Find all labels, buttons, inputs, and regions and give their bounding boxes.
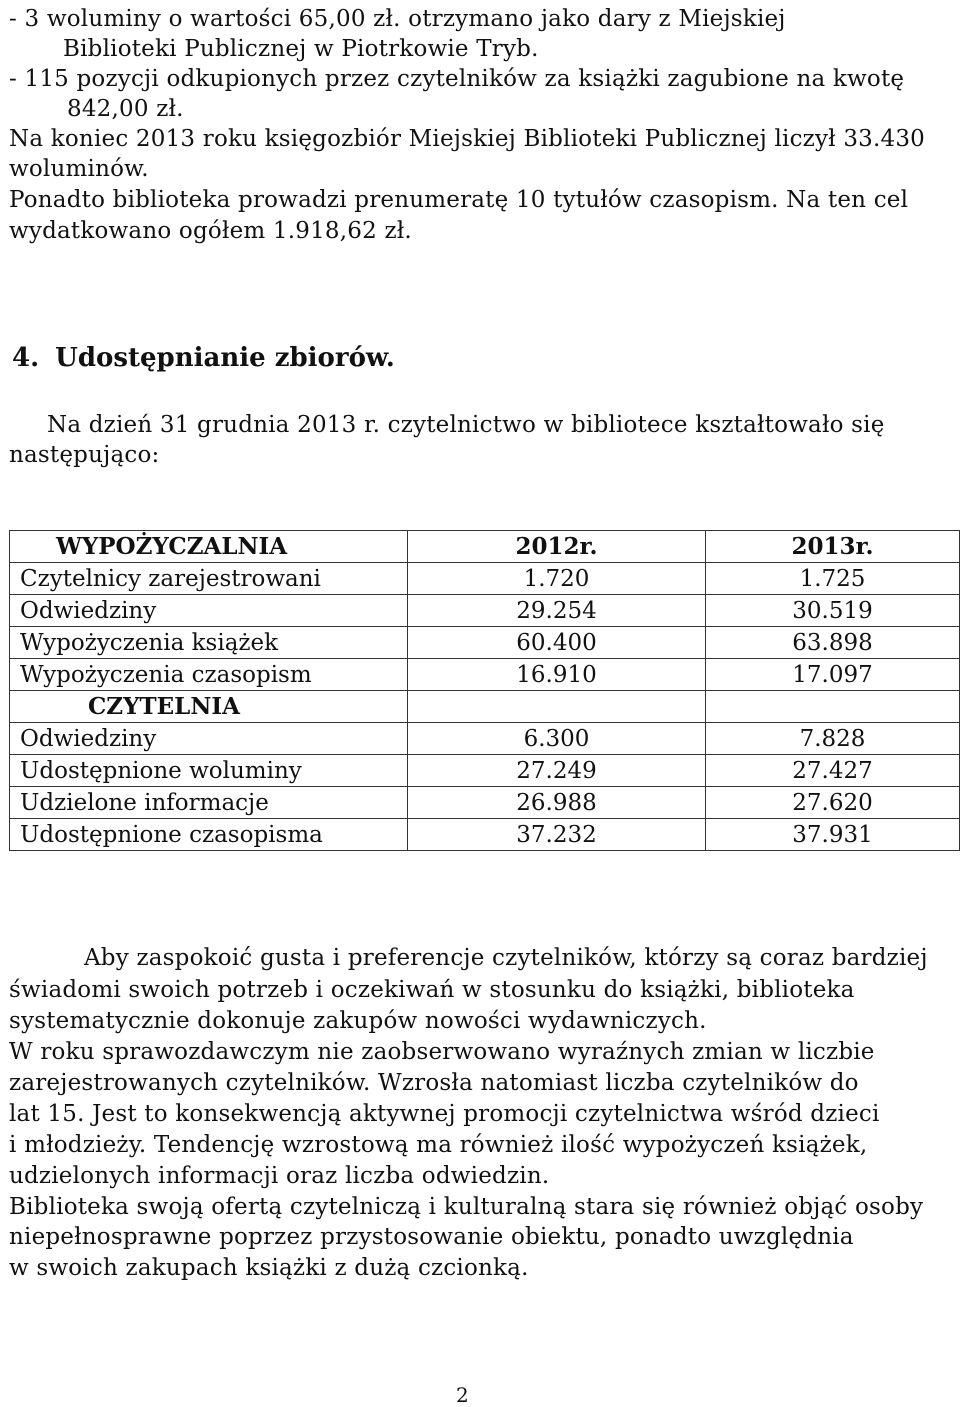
table-row — [10, 659, 960, 691]
empty-cell — [706, 691, 960, 723]
header-2013: 2013r. — [706, 531, 960, 563]
table-row — [10, 819, 960, 851]
closing-line: W roku sprawozdawczym nie zaobserwowano wyraźnych zmian w liczbie — [9, 1039, 875, 1065]
intro-line: Biblioteki Publicznej w Piotrkowie Tryb. — [63, 36, 539, 62]
value-2013: 7.828 — [706, 723, 960, 755]
row-label: Odwiedziny — [10, 595, 408, 627]
value-2012: 37.232 — [408, 819, 706, 851]
page-number: 2 — [456, 1383, 469, 1407]
section-title: Udostępnianie zbiorów. — [55, 343, 395, 373]
intro-line: - 115 pozycji odkupionych przez czytelników za książki zagubione na kwotę — [9, 66, 905, 92]
value-2013: 17.097 — [706, 659, 960, 691]
table-subheader-row — [10, 691, 960, 723]
header-lending: WYPOŻYCZALNIA — [10, 531, 408, 563]
value-2013: 63.898 — [706, 627, 960, 659]
section-number: 4. — [12, 343, 40, 373]
closing-line: w swoich zakupach książki z dużą czcionką. — [9, 1255, 529, 1281]
value-2012: 1.720 — [408, 563, 706, 595]
intro-line: Na koniec 2013 roku księgozbiór Miejskiej Biblioteki Publicznej liczył 33.430 — [9, 126, 926, 152]
row-label: Czytelnicy zarejestrowani — [10, 563, 408, 595]
row-label: Udostępnione woluminy — [10, 755, 408, 787]
header-2012: 2012r. — [408, 531, 706, 563]
closing-line: i młodzieży. Tendencję wzrostową ma również ilość wypożyczeń książek, — [9, 1132, 868, 1158]
row-label: Wypożyczenia książek — [10, 627, 408, 659]
closing-line: systematycznie dokonuje zakupów nowości wydawniczych. — [9, 1008, 707, 1034]
row-label: Odwiedziny — [10, 723, 408, 755]
closing-line: lat 15. Jest to konsekwencją aktywnej promocji czytelnictwa wśród dzieci — [9, 1101, 880, 1127]
readership-table — [9, 530, 960, 851]
table-row — [10, 787, 960, 819]
value-2012: 16.910 — [408, 659, 706, 691]
intro-line: 842,00 zł. — [67, 96, 184, 122]
closing-line: Biblioteka swoją ofertą czytelniczą i kulturalną stara się również objąć osoby — [9, 1194, 924, 1220]
table-row — [10, 723, 960, 755]
section-intro-line: następująco: — [9, 442, 160, 468]
value-2012: 60.400 — [408, 627, 706, 659]
section-heading — [12, 342, 395, 374]
row-label: Udzielone informacje — [10, 787, 408, 819]
closing-line: Aby zaspokoić gusta i preferencje czytelników, którzy są coraz bardziej — [84, 945, 928, 971]
table-row — [10, 595, 960, 627]
value-2012: 26.988 — [408, 787, 706, 819]
value-2013: 27.427 — [706, 755, 960, 787]
table-row — [10, 755, 960, 787]
value-2012: 27.249 — [408, 755, 706, 787]
table-row — [10, 627, 960, 659]
table-header-row — [10, 531, 960, 563]
table-row — [10, 563, 960, 595]
intro-line: Ponadto biblioteka prowadzi prenumeratę 10 tytułów czasopism. Na ten cel — [9, 187, 909, 213]
closing-line: zarejestrowanych czytelników. Wzrosła natomiast liczba czytelników do — [9, 1070, 859, 1096]
closing-line: niepełnosprawne poprzez przystosowanie obiektu, ponadto uwzględnia — [9, 1224, 854, 1250]
subheader-reading-room: CZYTELNIA — [10, 691, 408, 723]
empty-cell — [408, 691, 706, 723]
value-2013: 1.725 — [706, 563, 960, 595]
value-2013: 27.620 — [706, 787, 960, 819]
closing-line: udzielonych informacji oraz liczba odwiedzin. — [9, 1163, 550, 1189]
closing-line: świadomi swoich potrzeb i oczekiwań w stosunku do książki, biblioteka — [9, 977, 855, 1003]
row-label: Wypożyczenia czasopism — [10, 659, 408, 691]
value-2012: 29.254 — [408, 595, 706, 627]
intro-line: wydatkowano ogółem 1.918,62 zł. — [9, 218, 412, 244]
value-2013: 30.519 — [706, 595, 960, 627]
section-intro-line: Na dzień 31 grudnia 2013 r. czytelnictwo w bibliotece kształtowało się — [47, 412, 885, 438]
row-label: Udostępnione czasopisma — [10, 819, 408, 851]
value-2013: 37.931 — [706, 819, 960, 851]
intro-line: - 3 woluminy o wartości 65,00 zł. otrzymano jako dary z Miejskiej — [9, 6, 786, 32]
intro-line: woluminów. — [9, 156, 149, 182]
value-2012: 6.300 — [408, 723, 706, 755]
